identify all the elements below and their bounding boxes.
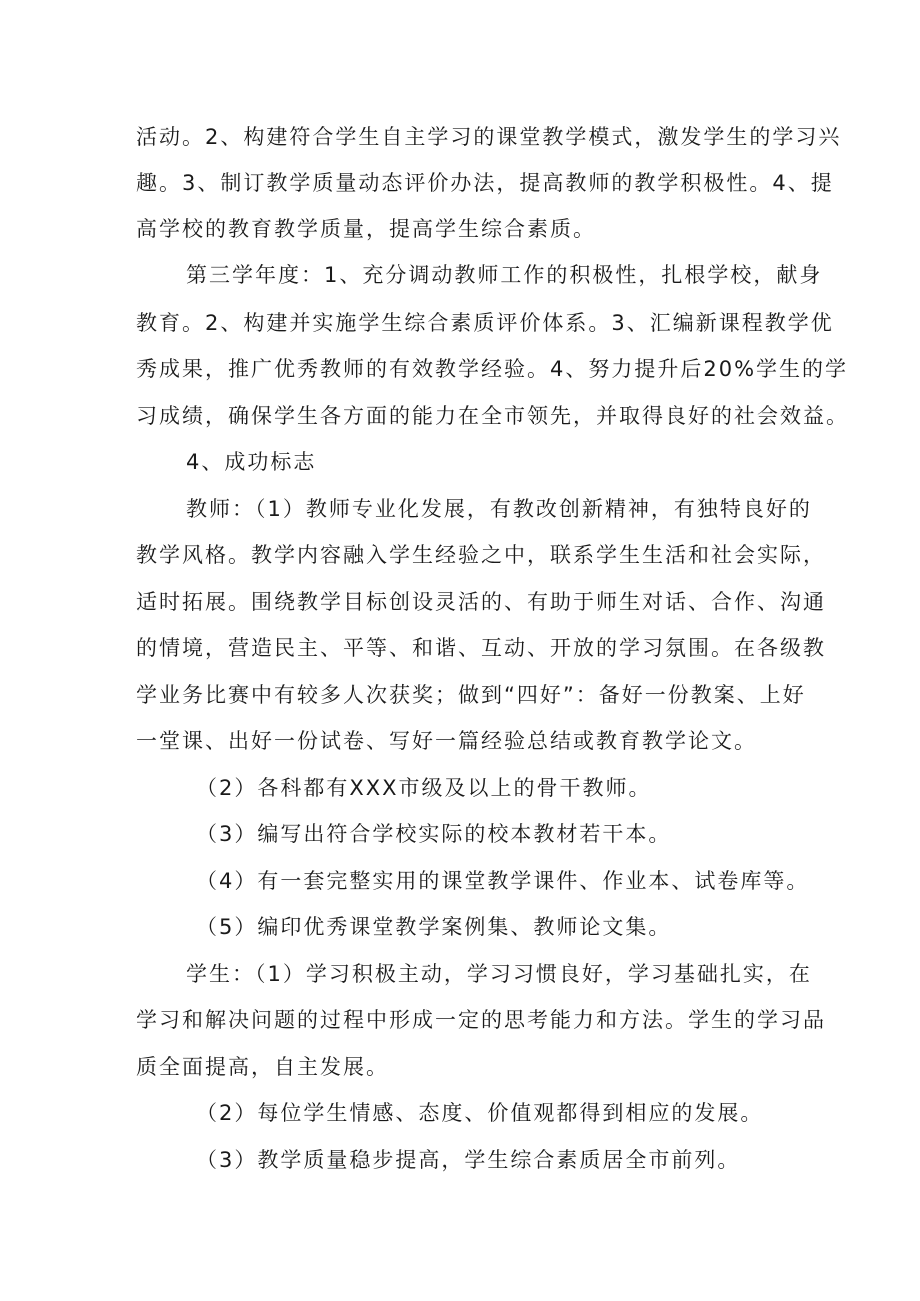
list-item: （5）编印优秀课堂教学案例集、教师论文集。 [196, 915, 672, 939]
text-line: 学习和解决问题的过程中形成一定的思考能力和方法。学生的学习品 [136, 1008, 826, 1032]
text-line: 活动。2、构建符合学生自主学习的课堂教学模式，激发学生的学习兴 [136, 125, 842, 149]
text-line: 教育。2、构建并实施学生综合素质评价体系。3、汇编新课程教学优 [136, 311, 834, 335]
list-item: （2）各科都有XXX市级及以上的骨干教师。 [196, 776, 652, 800]
text-line: 教师：（1）教师专业化发展，有教改创新精神，有独特良好的 [186, 497, 812, 521]
text-line: 习成绩，确保学生各方面的能力在全市领先，并取得良好的社会效益。 [136, 404, 849, 428]
text-line: 适时拓展。围绕教学目标创设灵活的、有助于师生对话、合作、沟通 [136, 590, 826, 614]
text-line: 一堂课、出好一份试卷、写好一篇经验总结或教育教学论文。 [136, 729, 757, 753]
section-heading: 4、成功标志 [186, 450, 317, 474]
text-line: 学业务比赛中有较多人次获奖；做到“四好”：备好一份教案、上好 [136, 683, 806, 707]
text-line: 秀成果，推广优秀教师的有效教学经验。4、努力提升后20%学生的学 [136, 357, 849, 381]
text-line: 高学校的教育教学质量，提高学生综合素质。 [136, 217, 596, 241]
text-line: 质全面提高，自主发展。 [136, 1055, 389, 1079]
list-item: （4）有一套完整实用的课堂教学课件、作业本、试卷库等。 [196, 869, 810, 893]
text-line: 教学风格。教学内容融入学生经验之中，联系学生生活和社会实际， [136, 543, 826, 567]
text-line: 趣。3、制订教学质量动态评价办法，提高教师的教学积极性。4、提 [136, 171, 834, 195]
list-item: （2）每位学生情感、态度、价值观都得到相应的发展。 [196, 1101, 764, 1125]
text-line: 的情境，营造民主、平等、和谐、互动、开放的学习氛围。在各级教 [136, 636, 826, 660]
text-line: 学生：（1）学习积极主动，学习习惯良好，学习基础扎实，在 [186, 962, 812, 986]
list-item: （3）编写出符合学校实际的校本教材若干本。 [196, 822, 672, 846]
list-item: （3）教学质量稳步提高，学生综合素质居全市前列。 [196, 1148, 741, 1172]
text-line: 第三学年度：1、充分调动教师工作的积极性，扎根学校，献身 [186, 263, 823, 287]
